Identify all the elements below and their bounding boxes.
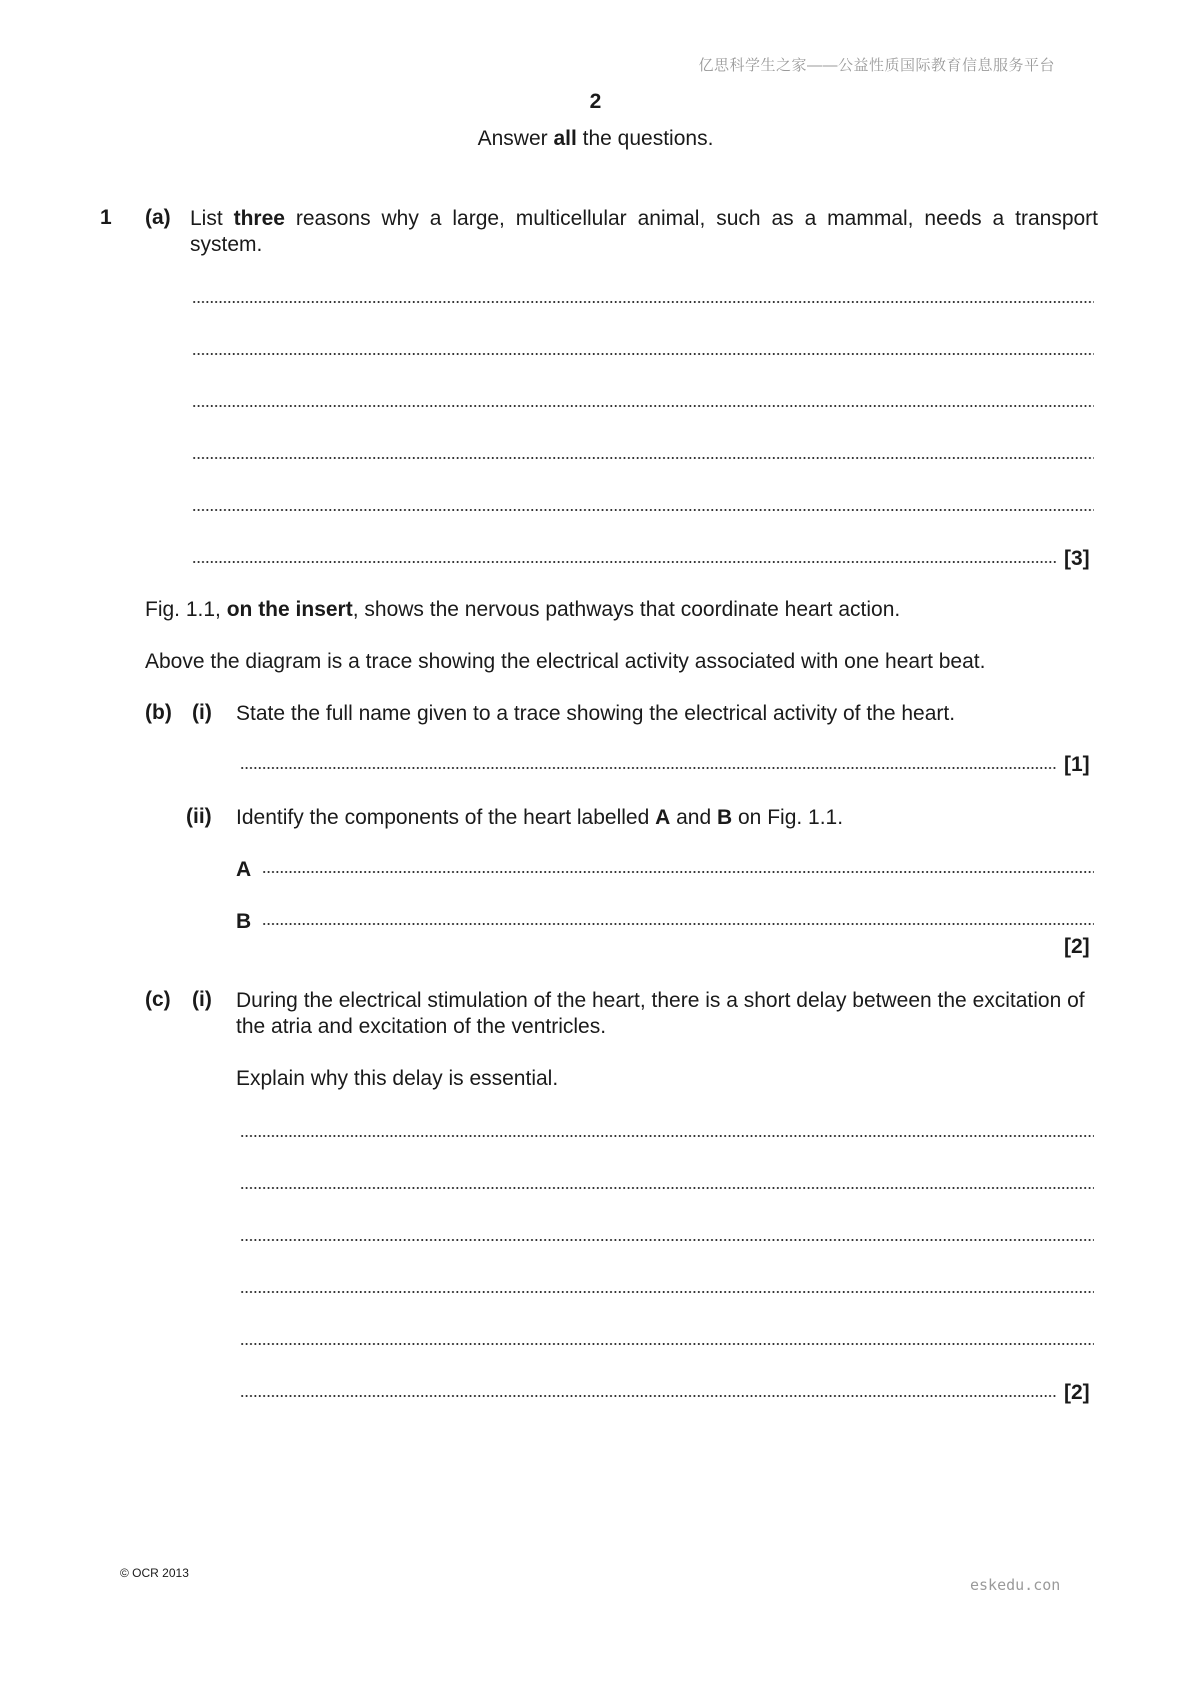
instruction — [0, 127, 1191, 151]
part-b-ii-label: (ii) — [186, 805, 212, 828]
part-a-text-pre: List — [190, 207, 234, 230]
part-c-i-prompt: Explain why this delay is essential. — [236, 1067, 559, 1090]
answer-line-c-5[interactable] — [240, 1324, 1094, 1346]
answer-line-b-i[interactable] — [240, 748, 1056, 770]
answer-line-a-6[interactable] — [192, 542, 1056, 564]
part-a-text-bold: three — [233, 207, 285, 230]
answer-line-a-3[interactable] — [192, 386, 1094, 408]
answer-line-a-5[interactable] — [192, 490, 1094, 512]
figure-intro-bold: on the insert — [226, 598, 353, 621]
part-b-ii-question — [236, 805, 843, 831]
part-b-ii-mark: [2] — [1064, 935, 1090, 958]
part-c-label: (c) — [145, 988, 171, 1011]
answer-line-c-6[interactable] — [240, 1376, 1056, 1398]
question-number: 1 — [100, 206, 112, 229]
part-a-label: (a) — [145, 206, 171, 229]
instruction-bold: all — [553, 127, 577, 150]
part-b-i-question: State the full name given to a trace showing the electrical activity of the heart. — [236, 702, 956, 725]
answer-line-a-4[interactable] — [192, 438, 1094, 460]
answer-line-a-1[interactable] — [192, 282, 1094, 304]
part-b-i-label: (i) — [192, 701, 212, 724]
figure-intro — [145, 597, 900, 623]
watermark-header: 亿思科学生之家——公益性质国际教育信息服务平台 — [698, 57, 1055, 74]
answer-label-b: B — [236, 910, 252, 933]
part-c-i-mark: [2] — [1064, 1381, 1090, 1404]
part-b-ii-text-pre: Identify the components of the heart labelled — [236, 806, 656, 829]
part-c-i-question: During the electrical stimulation of the heart, there is a short delay between the excitation of the atria and excitation of the ventricles. — [236, 989, 1085, 1038]
part-a-text-post: reasons why a large, multicellular animal, such as a mammal, needs a transport system. — [190, 207, 1099, 256]
answer-line-c-1[interactable] — [240, 1116, 1094, 1138]
instruction-pre: Answer — [477, 127, 554, 150]
answer-label-a: A — [236, 858, 252, 881]
instruction-post: the questions. — [576, 127, 714, 150]
figure-intro-post: , shows the nervous pathways that coordinate heart action. — [352, 598, 901, 621]
answer-line-b-ii-b[interactable] — [262, 904, 1094, 926]
part-b-ii-text-post: on Fig. 1.1. — [732, 806, 844, 829]
part-b-ii-letter-a: A — [655, 806, 671, 829]
answer-line-c-2[interactable] — [240, 1168, 1094, 1190]
page-number: 2 — [589, 90, 602, 113]
part-a-mark: [3] — [1064, 547, 1090, 570]
answer-line-c-3[interactable] — [240, 1220, 1094, 1242]
trace-intro: Above the diagram is a trace showing the electrical activity associated with one heart beat. — [145, 650, 986, 673]
answer-line-a-2[interactable] — [192, 334, 1094, 356]
watermark-footer: eskedu.con — [970, 1576, 1061, 1594]
part-a-question — [190, 206, 1098, 258]
part-c-i-label: (i) — [192, 988, 212, 1011]
answer-line-c-4[interactable] — [240, 1272, 1094, 1294]
copyright: © OCR 2013 — [120, 1566, 189, 1580]
part-b-label: (b) — [145, 701, 172, 724]
answer-line-b-ii-a[interactable] — [262, 852, 1094, 874]
part-b-ii-text-and: and — [670, 806, 717, 829]
part-b-ii-letter-b: B — [717, 806, 733, 829]
part-b-i-mark: [1] — [1064, 753, 1090, 776]
figure-intro-pre: Fig. 1.1, — [145, 598, 227, 621]
